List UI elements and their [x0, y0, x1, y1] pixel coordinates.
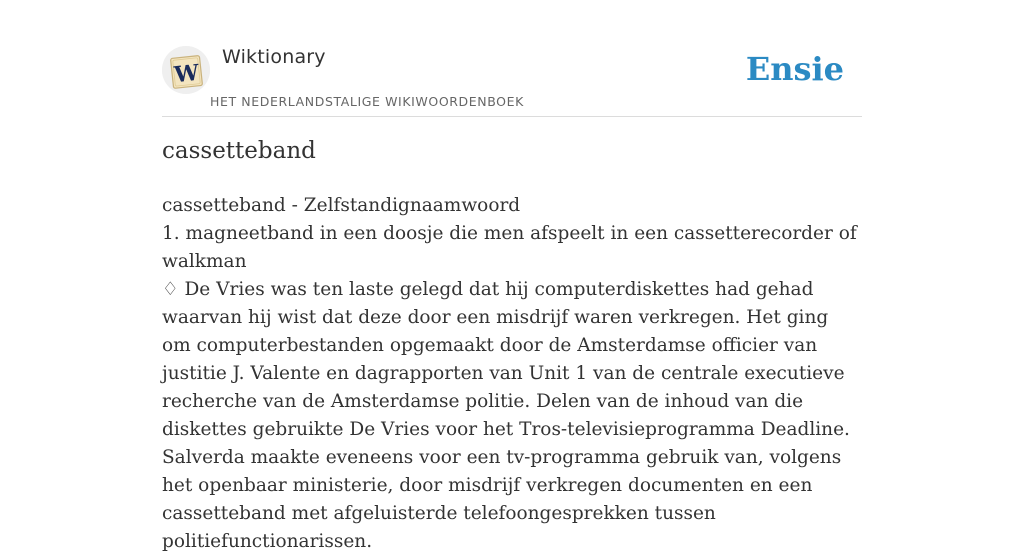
wiktionary-logo-icon[interactable] — [162, 46, 210, 94]
wiktionary-tile-icon — [162, 46, 210, 94]
entry-definition: 1. magneetband in een doosje die men afspeelt in een cassetterecorder of walkman — [162, 223, 857, 272]
site-tagline: HET NEDERLANDSTALIGE WIKIWOORDENBOEK — [210, 94, 524, 109]
entry-content — [162, 192, 862, 556]
ensie-brand-logo[interactable]: Ensie — [745, 50, 844, 88]
page-title: cassetteband — [162, 138, 316, 164]
entry-example: ♢ De Vries was ten laste gelegd dat hij computerdiskettes had gehad waarvan hij wist dat deze door een misdrijf waren verkregen. Het ging om computerbestanden opgemaakt door de Amsterdamse officier van justitie J. Valente en dagrapporten van Unit 1 van de centrale executieve recherche van de Amsterdamse politie. Delen van de inhoud van die diskettes gebruikte De Vries voor het Tros-televisieprogramma Deadline. Salverda maakte eveneens voor een tv-programma gebruik van, volgens het openbaar ministerie, door misdrijf verkregen documenten en een cassetteband met afgeluisterde telefoongesprekken tussen politiefunctionarissen. — [162, 279, 850, 552]
entry-heading: cassetteband - Zelfstandignaamwoord — [162, 195, 521, 216]
site-header — [162, 40, 862, 117]
site-name[interactable]: Wiktionary — [222, 46, 326, 68]
logo-letter: W — [173, 59, 201, 89]
